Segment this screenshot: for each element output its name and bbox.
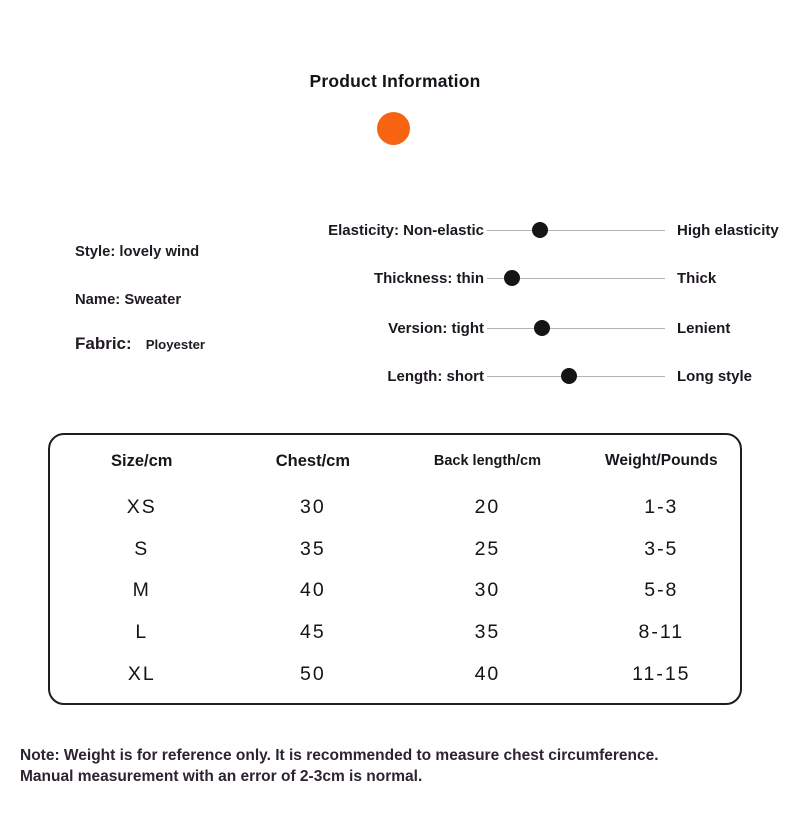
table-cell-size: XL xyxy=(127,662,156,685)
fabric-label: Fabric: xyxy=(75,334,132,353)
table-cell-weight: 5-8 xyxy=(644,579,679,602)
note-line-2: Manual measurement with an error of 2-3cm is normal. xyxy=(20,768,423,785)
reference-note xyxy=(20,745,780,787)
column-header: Size/cm xyxy=(111,451,173,470)
size-chart-table xyxy=(48,433,742,705)
slider-right-label: High elasticity xyxy=(677,221,779,239)
page-title: Product Information xyxy=(309,71,481,91)
table-cell-back-length: 25 xyxy=(474,537,501,560)
column-header: Back length/cm xyxy=(433,453,542,469)
slider-handle[interactable] xyxy=(561,368,577,384)
slider-handle[interactable] xyxy=(532,222,548,238)
orange-dot-icon xyxy=(377,112,410,145)
table-cell-chest: 30 xyxy=(300,496,326,519)
table-cell-weight: 8-11 xyxy=(638,621,685,644)
table-cell-chest: 35 xyxy=(300,537,326,560)
slider-handle[interactable] xyxy=(504,270,520,286)
table-cell-size: S xyxy=(134,537,150,560)
table-cell-chest: 45 xyxy=(300,621,326,644)
table-cell-weight: 1-3 xyxy=(644,496,679,519)
attribute-style: Style: lovely wind xyxy=(75,244,200,260)
table-cell-back-length: 20 xyxy=(474,496,501,519)
slider-track[interactable] xyxy=(487,316,665,340)
slider-left-label: Thickness: thin xyxy=(373,269,484,287)
slider-track[interactable] xyxy=(487,364,665,388)
note-line-1: Note: Weight is for reference only. It is recommended to measure chest circumference. xyxy=(20,747,659,764)
slider-track[interactable] xyxy=(487,218,665,242)
table-cell-size: M xyxy=(132,579,151,602)
slider-left-label: Elasticity: Non-elastic xyxy=(328,221,484,239)
table-cell-chest: 40 xyxy=(300,579,326,602)
column-header: Weight/Pounds xyxy=(605,452,718,469)
slider-length xyxy=(0,364,790,388)
slider-elasticity xyxy=(0,218,790,242)
table-cell-back-length: 35 xyxy=(474,621,501,644)
slider-thickness xyxy=(0,266,790,290)
column-header: Chest/cm xyxy=(275,451,351,470)
table-cell-size: XS xyxy=(126,496,157,519)
table-cell-chest: 50 xyxy=(300,662,326,685)
slider-right-label: Thick xyxy=(677,269,717,287)
slider-track[interactable] xyxy=(487,266,665,290)
slider-left-label: Version: tight xyxy=(388,319,484,337)
table-cell-back-length: 30 xyxy=(474,579,501,602)
slider-right-label: Long style xyxy=(677,367,753,385)
slider-left-label: Length: short xyxy=(387,367,484,385)
slider-right-label: Lenient xyxy=(677,319,731,337)
slider-version xyxy=(0,316,790,340)
attribute-name: Name: Sweater xyxy=(75,292,182,308)
slider-handle[interactable] xyxy=(534,320,550,336)
table-cell-size: L xyxy=(135,621,149,644)
table-cell-weight: 3-5 xyxy=(644,537,679,560)
table-cell-back-length: 40 xyxy=(474,662,501,685)
fabric-value: Ployester xyxy=(145,337,206,352)
table-cell-weight: 11-15 xyxy=(632,662,691,685)
